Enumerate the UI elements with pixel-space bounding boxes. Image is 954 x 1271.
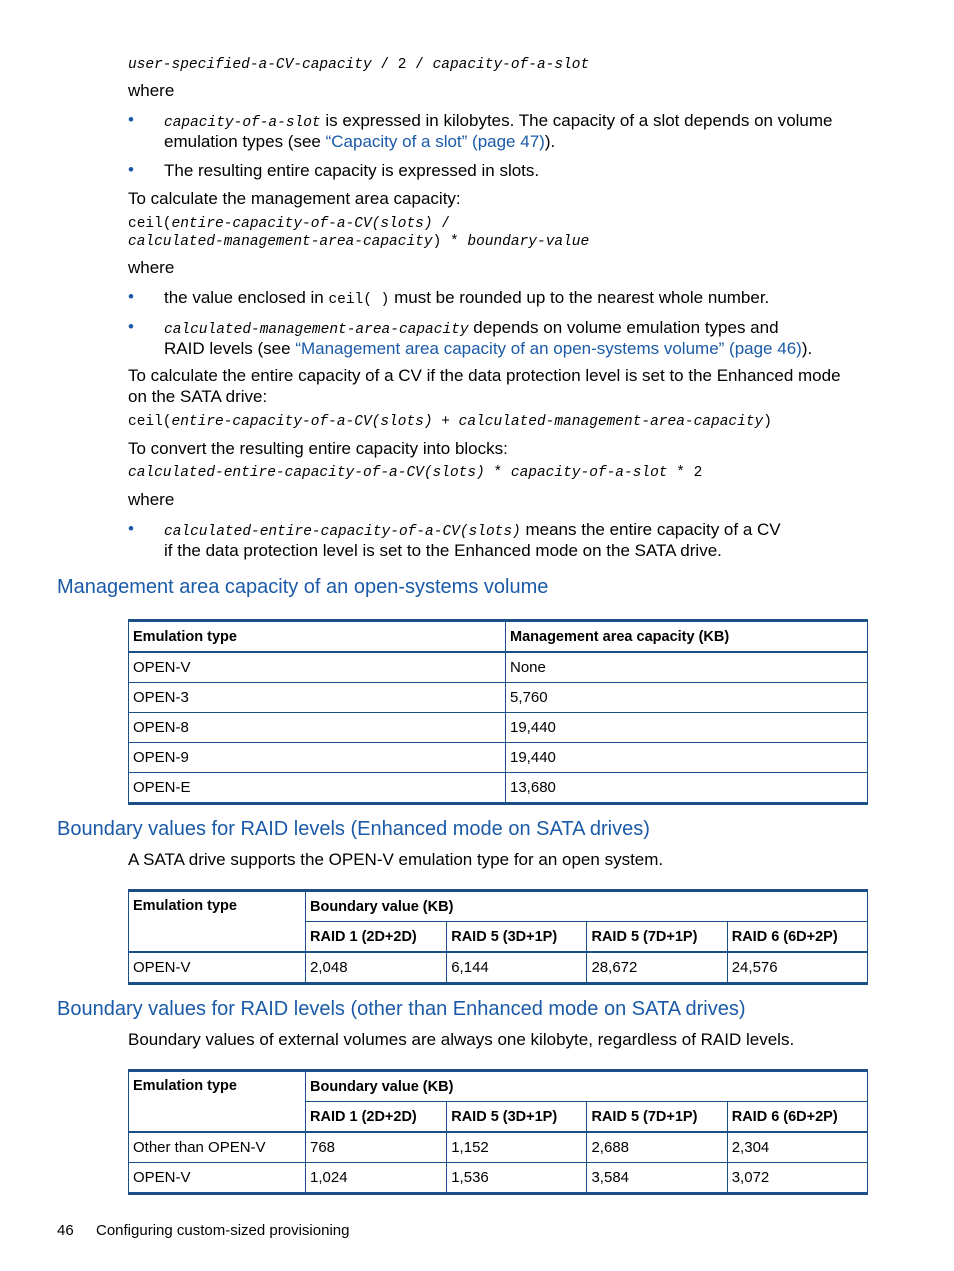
mgmt-capacity-table [128,619,868,805]
code-var: capacity-of-a-slot [164,115,321,131]
formula-slots [128,57,589,73]
code-var: capacity-of-a-slot [432,57,590,73]
chapter-title: Configuring custom-sized provisioning [96,1222,350,1239]
cell: None [506,652,868,683]
code-var: calculated-entire-capacity-of-a-CV(slots) [164,524,521,540]
code-var: calculated-management-area-capacity [458,414,764,430]
table-header-row [129,891,868,922]
code-op: ) * [432,234,468,250]
code-var: calculated-management-area-capacity [164,322,469,338]
bullet-text-cont [164,338,812,359]
cell: OPEN-8 [129,713,506,743]
cell: 28,672 [587,952,727,984]
section-heading: Boundary values for RAID levels (other than Enhanced mode on SATA drives) [57,998,746,1020]
column-header: Boundary value (KB) [306,1071,868,1102]
paragraph: To convert the resulting entire capacity into blocks: [128,439,508,458]
cell: 6,144 [447,952,587,984]
bullet-text [164,287,769,311]
boundary-enhanced-table [128,889,868,985]
table-row [129,952,868,984]
table-row [129,773,868,804]
code-var: boundary-value [467,234,590,250]
code-var: entire-capacity-of-a-CV(slots) [171,216,433,232]
section-intro: A SATA drive supports the OPEN-V emulation type for an open system. [128,850,664,869]
formula-entire [128,414,772,430]
column-header: RAID 5 (3D+1P) [447,1102,587,1133]
cell: 19,440 [506,713,868,743]
code-op: / [432,216,450,232]
page-number: 46 [57,1222,74,1239]
text: RAID levels (see [164,339,296,358]
bullet-icon: • [128,519,134,538]
text: emulation types (see [164,132,326,151]
code-var: capacity-of-a-slot [510,465,668,481]
column-header: RAID 5 (3D+1P) [447,922,587,953]
cell: 2,304 [727,1132,867,1163]
cell: 768 [306,1132,447,1163]
boundary-other-table [128,1069,868,1195]
bullet-text: The resulting entire capacity is expressed in slots. [164,161,540,180]
text: the value enclosed in [164,288,329,307]
text: ). [544,132,556,151]
cell: OPEN-V [129,952,306,984]
xref-link[interactable]: “Management area capacity of an open-systems volume” (page 46) [295,339,802,358]
column-header: RAID 5 (7D+1P) [587,922,727,953]
cell: OPEN-V [129,652,506,683]
text: must be rounded up to the nearest whole number. [389,288,770,307]
bullet-text-cont: if the data protection level is set to the Enhanced mode on the SATA drive. [164,541,722,560]
code-fn: ) [763,414,772,430]
paragraph-cont: on the SATA drive: [128,387,268,406]
code-op: + [432,414,459,430]
code-op: * 2 [667,465,703,481]
text: ). [801,339,813,358]
table-row [129,1163,868,1194]
text: means the entire capacity of a CV [520,520,781,539]
code-var: calculated-entire-capacity-of-a-CV(slots) [128,465,485,481]
text: is expressed in kilobytes. The capacity of a slot depends on volume [320,111,833,130]
xref-link[interactable]: “Capacity of a slot” (page 47) [325,132,545,151]
table-row [129,1132,868,1163]
code-fn: ceil( [128,216,172,232]
table-row [129,683,868,713]
cell: OPEN-9 [129,743,506,773]
bullet-icon: • [128,160,134,179]
cell: OPEN-V [129,1163,306,1194]
formula-mgmt [128,216,450,232]
table-row [129,713,868,743]
code-op: * [484,465,511,481]
cell: OPEN-3 [129,683,506,713]
bullet-icon: • [128,287,134,306]
where-label: where [128,490,175,509]
paragraph: To calculate the entire capacity of a CV if the data protection level is set to the Enhanced mode [128,366,841,385]
cell: 2,048 [306,952,447,984]
cell: Other than OPEN-V [129,1132,306,1163]
column-header: Emulation type [129,1071,306,1133]
bullet-icon: • [128,110,134,129]
section-heading: Management area capacity of an open-systems volume [57,576,549,598]
table-row [129,743,868,773]
column-header: Emulation type [129,891,306,953]
column-header: RAID 1 (2D+2D) [306,1102,447,1133]
code-fn: ceil( ) [328,292,390,308]
where-label: where [128,258,175,277]
table-header-row [129,621,868,653]
paragraph: To calculate the management area capacity: [128,189,461,208]
bullet-icon: • [128,317,134,336]
table-header-row [129,1071,868,1102]
code-var: entire-capacity-of-a-CV(slots) [171,414,433,430]
column-header: RAID 6 (6D+2P) [727,922,867,953]
cell: 24,576 [727,952,867,984]
section-heading: Boundary values for RAID levels (Enhanced mode on SATA drives) [57,818,650,840]
where-label: where [128,81,175,100]
table-row [129,652,868,683]
cell: 3,584 [587,1163,727,1194]
section-intro: Boundary values of external volumes are always one kilobyte, regardless of RAID levels. [128,1030,795,1049]
column-header: RAID 5 (7D+1P) [587,1102,727,1133]
column-header: Emulation type [129,621,506,653]
code-var: user-specified-a-CV-capacity [128,57,372,73]
cell: 1,152 [447,1132,587,1163]
column-header: Boundary value (KB) [306,891,868,922]
bullet-text-cont [164,131,555,152]
formula-mgmt-cont [128,234,589,250]
text: depends on volume emulation types and [468,318,779,337]
cell: 5,760 [506,683,868,713]
code-fn: ceil( [128,414,172,430]
cell: 13,680 [506,773,868,804]
column-header: RAID 6 (6D+2P) [727,1102,867,1133]
cell: 19,440 [506,743,868,773]
column-header: RAID 1 (2D+2D) [306,922,447,953]
cell: OPEN-E [129,773,506,804]
code-op: / 2 / [371,57,433,73]
cell: 1,536 [447,1163,587,1194]
cell: 3,072 [727,1163,867,1194]
cell: 2,688 [587,1132,727,1163]
cell: 1,024 [306,1163,447,1194]
column-header: Management area capacity (KB) [506,621,868,653]
formula-blocks [128,465,702,481]
code-var: calculated-management-area-capacity [128,234,433,250]
